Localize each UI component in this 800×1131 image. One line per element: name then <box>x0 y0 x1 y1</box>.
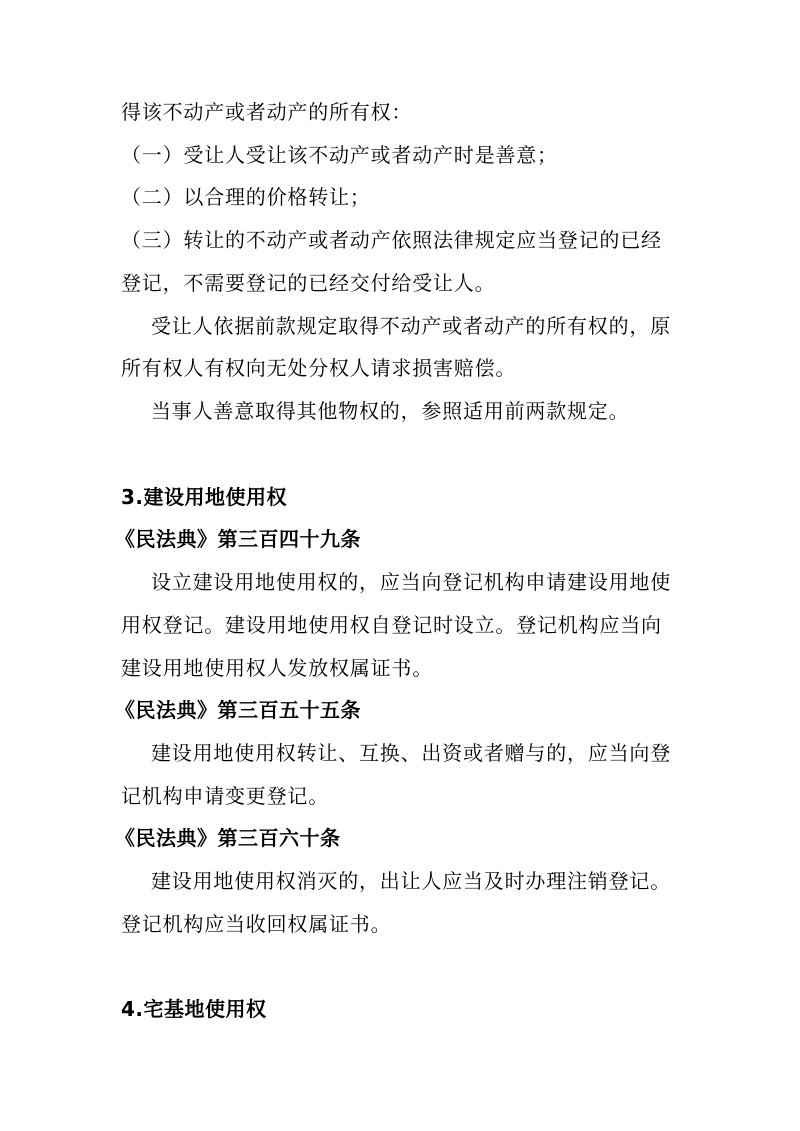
paragraph-line: 用权登记。建设用地使用权自登记时设立。登记机构应当向 <box>121 613 662 637</box>
section-heading-3: 3.建设用地使用权 <box>121 485 288 509</box>
paragraph-line: 得该不动产或者动产的所有权： <box>121 100 413 124</box>
paragraph-line: 建设用地使用权消灭的，出让人应当及时办理注销登记。 <box>151 869 671 893</box>
list-item-1: （一）受让人受让该不动产或者动产时是善意； <box>121 143 558 167</box>
paragraph-line: 所有权人有权向无处分权人请求损害赔偿。 <box>121 356 517 380</box>
list-item-2: （二）以合理的价格转让； <box>121 185 371 209</box>
list-item-3: （三）转让的不动产或者动产依照法律规定应当登记的已经 <box>121 228 662 252</box>
paragraph-line: 当事人善意取得其他物权的，参照适用前两款规定。 <box>151 399 630 423</box>
paragraph-line: 设立建设用地使用权的，应当向登记机构申请建设用地使 <box>151 570 671 594</box>
article-title-360: 《民法典》第三百六十条 <box>115 826 341 850</box>
paragraph-line: 建设用地使用权人发放权属证书。 <box>121 656 433 680</box>
paragraph-line: 登记机构应当收回权属证书。 <box>121 912 392 936</box>
article-title-349: 《民法典》第三百四十九条 <box>115 527 361 551</box>
article-title-355: 《民法典》第三百五十五条 <box>115 698 361 722</box>
paragraph-line: 记机构申请变更登记。 <box>121 784 329 808</box>
section-heading-4: 4.宅基地使用权 <box>121 997 267 1021</box>
paragraph-line: 受让人依据前款规定取得不动产或者动产的所有权的，原 <box>151 314 671 338</box>
paragraph-line: 登记，不需要登记的已经交付给受让人。 <box>121 271 496 295</box>
paragraph-line: 建设用地使用权转让、互换、出资或者赠与的，应当向登 <box>151 741 671 765</box>
